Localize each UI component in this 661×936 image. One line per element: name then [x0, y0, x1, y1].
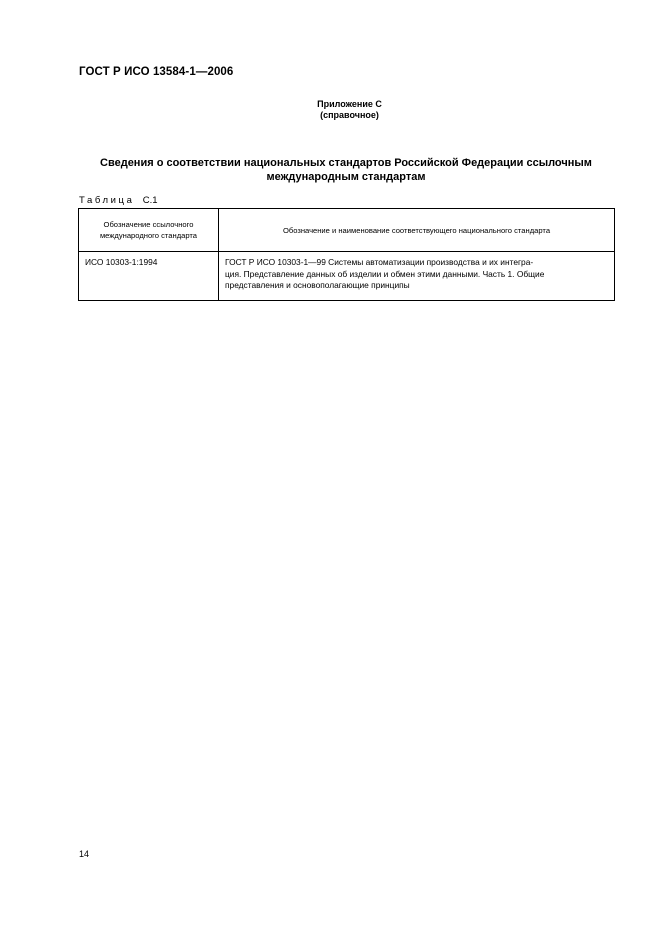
national-standard-line-3: представления и основополагающие принципы [225, 280, 410, 290]
annex-title: Приложение С [317, 99, 382, 109]
cell-national-standard [219, 252, 615, 301]
table-header-row [79, 209, 615, 252]
national-standard-line-2: ция. Представление данных об изделии и обмен этими данными. Часть 1. Общие [225, 268, 545, 279]
table-row [79, 252, 615, 301]
cell-international-standard: ИСО 10303-1:1994 [79, 252, 219, 301]
document-code: ГОСТ Р ИСО 13584-1—2006 [79, 66, 234, 78]
annex-heading [0, 99, 661, 121]
page-number: 14 [79, 849, 90, 859]
standards-correspondence-table [78, 208, 615, 301]
section-title [78, 156, 614, 184]
section-title-line-1: Сведения о соответствии национальных стандартов Российской Федерации ссылочным [100, 157, 592, 169]
column-header-international [79, 209, 219, 252]
column-header-international-label: Обозначение ссылочного международного стандарта [99, 220, 198, 240]
table-caption-number: С.1 [142, 195, 158, 206]
national-standard-line-1: ГОСТ Р ИСО 10303-1—99 Системы автоматизации производства и их интегра- [225, 257, 534, 267]
annex-status: (справочное) [320, 110, 379, 120]
section-title-line-2: международным стандартам [266, 171, 426, 183]
table-caption-word: Таблица [79, 195, 135, 206]
table-caption [79, 195, 158, 206]
column-header-national: Обозначение и наименование соответствующего национального стандарта [219, 209, 615, 252]
